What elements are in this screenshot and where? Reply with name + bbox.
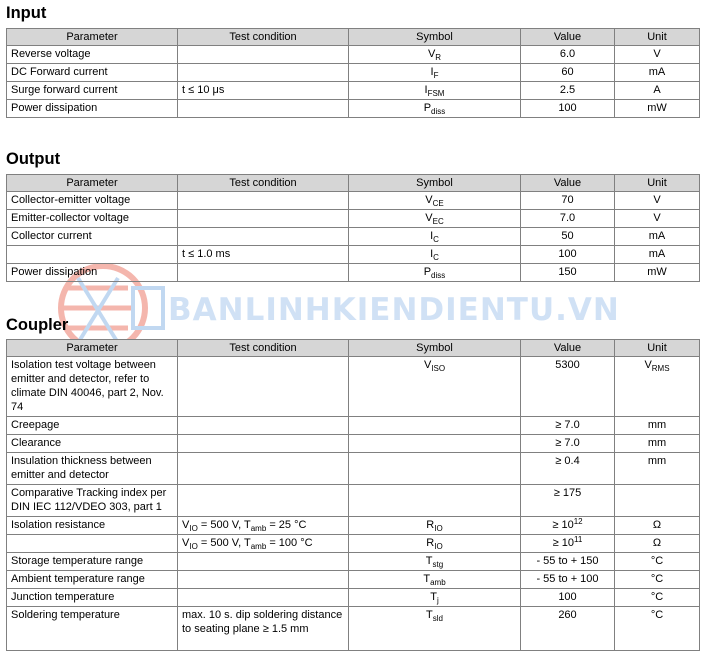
value-cell: [521, 535, 615, 553]
param-cell: [7, 535, 178, 553]
header-test-condition: Test condition: [178, 29, 349, 46]
value-exponent: 11: [574, 535, 583, 544]
symbol-subscript: EC: [432, 217, 444, 226]
output-table: [6, 174, 700, 282]
cond-text: V: [182, 519, 190, 531]
condition-cell: [178, 64, 349, 82]
unit-cell: V: [615, 192, 700, 210]
value-text: ≥ 10: [552, 519, 574, 531]
unit-cell: V: [615, 46, 700, 64]
symbol-subscript: CE: [432, 199, 444, 208]
table-row: [7, 535, 700, 553]
unit-cell: mm: [615, 417, 700, 435]
param-cell: Power dissipation: [7, 264, 178, 282]
value-cell: - 55 to + 150: [521, 553, 615, 571]
unit-cell: °C: [615, 589, 700, 607]
cond-text: = 500 V, T: [197, 519, 251, 531]
symbol-subscript: ISO: [431, 364, 446, 373]
value-exponent: 12: [573, 517, 583, 526]
header-parameter: Parameter: [7, 175, 178, 192]
table-row: [7, 417, 700, 435]
symbol-subscript: diss: [431, 107, 446, 116]
symbol-subscript: sld: [432, 614, 443, 623]
value-cell: 70: [521, 192, 615, 210]
cond-subscript: amb: [250, 524, 267, 533]
condition-cell: max. 10 s. dip soldering distance to seating plane ≥ 1.5 mm: [178, 607, 349, 651]
symbol-text: V: [425, 212, 433, 224]
table-row: [7, 228, 700, 246]
value-cell: - 55 to + 100: [521, 571, 615, 589]
symbol-cell: [349, 82, 521, 100]
symbol-cell: [349, 264, 521, 282]
table-header-row: [7, 340, 700, 357]
symbol-subscript: FSM: [427, 89, 445, 98]
unit-cell: mW: [615, 264, 700, 282]
value-cell: ≥ 7.0: [521, 417, 615, 435]
symbol-subscript: stg: [432, 560, 444, 569]
symbol-cell: [349, 64, 521, 82]
unit-cell: mA: [615, 228, 700, 246]
symbol-cell: [349, 46, 521, 64]
symbol-cell: [349, 517, 521, 535]
symbol-cell: [349, 607, 521, 651]
table-row: [7, 453, 700, 485]
table-header-row: [7, 29, 700, 46]
param-cell: Storage temperature range: [7, 553, 178, 571]
condition-cell: [178, 535, 349, 553]
table-row: [7, 100, 700, 118]
table-row: [7, 82, 700, 100]
value-cell: 6.0: [521, 46, 615, 64]
section-title-coupler: Coupler: [6, 316, 69, 334]
param-cell: Isolation resistance: [7, 517, 178, 535]
value-cell: 100: [521, 589, 615, 607]
param-cell: Ambient temperature range: [7, 571, 178, 589]
param-cell: Surge forward current: [7, 82, 178, 100]
unit-cell: mA: [615, 64, 700, 82]
symbol-cell: [349, 246, 521, 264]
value-cell: ≥ 175: [521, 485, 615, 517]
table-row: [7, 210, 700, 228]
value-cell: 150: [521, 264, 615, 282]
value-cell: 7.0: [521, 210, 615, 228]
param-cell: Reverse voltage: [7, 46, 178, 64]
condition-cell: [178, 264, 349, 282]
value-cell: 2.5: [521, 82, 615, 100]
condition-cell: [178, 517, 349, 535]
value-cell: ≥ 7.0: [521, 435, 615, 453]
header-parameter: Parameter: [7, 340, 178, 357]
param-cell: Clearance: [7, 435, 178, 453]
header-unit: Unit: [615, 340, 700, 357]
symbol-text: V: [423, 359, 432, 371]
header-symbol: Symbol: [349, 29, 521, 46]
unit-cell: V: [615, 210, 700, 228]
symbol-cell: [349, 100, 521, 118]
table-row: [7, 571, 700, 589]
unit-cell: mW: [615, 100, 700, 118]
section-title-input: Input: [6, 4, 47, 22]
cond-text: = 25 °C: [266, 519, 307, 531]
symbol-cell: [349, 192, 521, 210]
unit-cell: °C: [615, 571, 700, 589]
value-cell: 100: [521, 100, 615, 118]
condition-cell: t ≤ 1.0 ms: [178, 246, 349, 264]
symbol-cell: [349, 228, 521, 246]
param-cell: Collector-emitter voltage: [7, 192, 178, 210]
value-text: ≥ 10: [552, 537, 575, 549]
header-unit: Unit: [615, 29, 700, 46]
symbol-text: P: [423, 102, 432, 114]
value-cell: [521, 517, 615, 535]
cond-subscript: IO: [189, 542, 198, 551]
symbol-subscript: diss: [431, 271, 446, 280]
symbol-subscript: amb: [430, 578, 446, 587]
symbol-text: I: [430, 248, 434, 260]
symbol-text: I: [430, 66, 434, 78]
symbol-text: V: [427, 48, 436, 60]
table-row: [7, 589, 700, 607]
unit-text: V: [644, 359, 652, 371]
symbol-cell: [349, 589, 521, 607]
unit-cell: mm: [615, 453, 700, 485]
table-row: [7, 435, 700, 453]
header-unit: Unit: [615, 175, 700, 192]
condition-cell: [178, 589, 349, 607]
section-title-output: Output: [6, 150, 61, 168]
symbol-text: T: [430, 591, 437, 603]
condition-cell: [178, 485, 349, 517]
value-cell: 50: [521, 228, 615, 246]
symbol-cell: [349, 210, 521, 228]
header-value: Value: [521, 29, 615, 46]
coupler-table: [6, 339, 700, 651]
table-row: [7, 553, 700, 571]
symbol-cell: [349, 535, 521, 553]
unit-cell: mm: [615, 435, 700, 453]
table-row: [7, 607, 700, 651]
table-header-row: [7, 175, 700, 192]
cond-text: V: [182, 537, 190, 549]
condition-cell: t ≤ 10 μs: [178, 82, 349, 100]
symbol-subscript: F: [433, 71, 439, 80]
value-cell: 60: [521, 64, 615, 82]
watermark-text: BANLINHKIENDIENTU.VN: [168, 292, 620, 328]
table-row: [7, 246, 700, 264]
symbol-text: T: [426, 609, 433, 621]
header-value: Value: [521, 175, 615, 192]
symbol-text: R: [426, 537, 435, 549]
param-cell: Comparative Tracking index per DIN IEC 112/VDEO 303, part 1: [7, 485, 178, 517]
param-cell: Isolation test voltage between emitter and detector, refer to climate DIN 40046, part 2, Nov. 74: [7, 357, 178, 417]
header-value: Value: [521, 340, 615, 357]
unit-cell: °C: [615, 553, 700, 571]
cond-text: = 100 °C: [266, 537, 313, 549]
cond-subscript: IO: [189, 524, 198, 533]
condition-cell: [178, 46, 349, 64]
symbol-text: I: [424, 84, 428, 96]
param-cell: Power dissipation: [7, 100, 178, 118]
cond-subscript: amb: [250, 542, 267, 551]
symbol-cell: [349, 485, 521, 517]
condition-cell: [178, 100, 349, 118]
symbol-cell: [349, 357, 521, 417]
unit-cell: Ω: [615, 535, 700, 553]
table-row: [7, 192, 700, 210]
condition-cell: [178, 553, 349, 571]
param-cell: Soldering temperature: [7, 607, 178, 651]
value-cell: 100: [521, 246, 615, 264]
cond-text: = 500 V, T: [197, 537, 251, 549]
unit-cell: [615, 357, 700, 417]
unit-subscript: RMS: [651, 364, 670, 373]
table-row: [7, 46, 700, 64]
param-cell: Emitter-collector voltage: [7, 210, 178, 228]
symbol-cell: [349, 417, 521, 435]
value-cell: 5300: [521, 357, 615, 417]
value-cell: ≥ 0.4: [521, 453, 615, 485]
header-parameter: Parameter: [7, 29, 178, 46]
table-row: [7, 517, 700, 535]
symbol-subscript: C: [433, 235, 439, 244]
table-row: [7, 357, 700, 417]
value-cell: 260: [521, 607, 615, 651]
condition-cell: [178, 571, 349, 589]
symbol-cell: [349, 435, 521, 453]
table-row: [7, 264, 700, 282]
symbol-text: V: [425, 194, 433, 206]
input-table: [6, 28, 700, 118]
condition-cell: [178, 453, 349, 485]
symbol-text: I: [430, 230, 434, 242]
symbol-cell: [349, 571, 521, 589]
symbol-cell: [349, 553, 521, 571]
unit-cell: mA: [615, 246, 700, 264]
header-symbol: Symbol: [349, 175, 521, 192]
symbol-subscript: C: [433, 253, 439, 262]
unit-cell: A: [615, 82, 700, 100]
unit-cell: °C: [615, 607, 700, 651]
symbol-text: P: [423, 266, 432, 278]
condition-cell: [178, 228, 349, 246]
param-cell: DC Forward current: [7, 64, 178, 82]
table-row: [7, 64, 700, 82]
condition-cell: [178, 357, 349, 417]
symbol-cell: [349, 453, 521, 485]
param-cell: [7, 246, 178, 264]
condition-cell: [178, 435, 349, 453]
param-cell: Creepage: [7, 417, 178, 435]
symbol-subscript: R: [435, 53, 442, 62]
param-cell: Junction temperature: [7, 589, 178, 607]
header-test-condition: Test condition: [178, 175, 349, 192]
param-cell: Collector current: [7, 228, 178, 246]
symbol-text: T: [423, 573, 431, 585]
header-test-condition: Test condition: [178, 340, 349, 357]
condition-cell: [178, 210, 349, 228]
symbol-subscript: IO: [434, 542, 443, 551]
condition-cell: [178, 417, 349, 435]
symbol-text: R: [426, 519, 435, 531]
header-symbol: Symbol: [349, 340, 521, 357]
symbol-text: T: [425, 555, 433, 567]
unit-cell: [615, 485, 700, 517]
symbol-subscript: j: [436, 596, 439, 605]
condition-cell: [178, 192, 349, 210]
unit-cell: Ω: [615, 517, 700, 535]
param-cell: Insulation thickness between emitter and detector: [7, 453, 178, 485]
table-row: [7, 485, 700, 517]
symbol-subscript: IO: [434, 524, 443, 533]
